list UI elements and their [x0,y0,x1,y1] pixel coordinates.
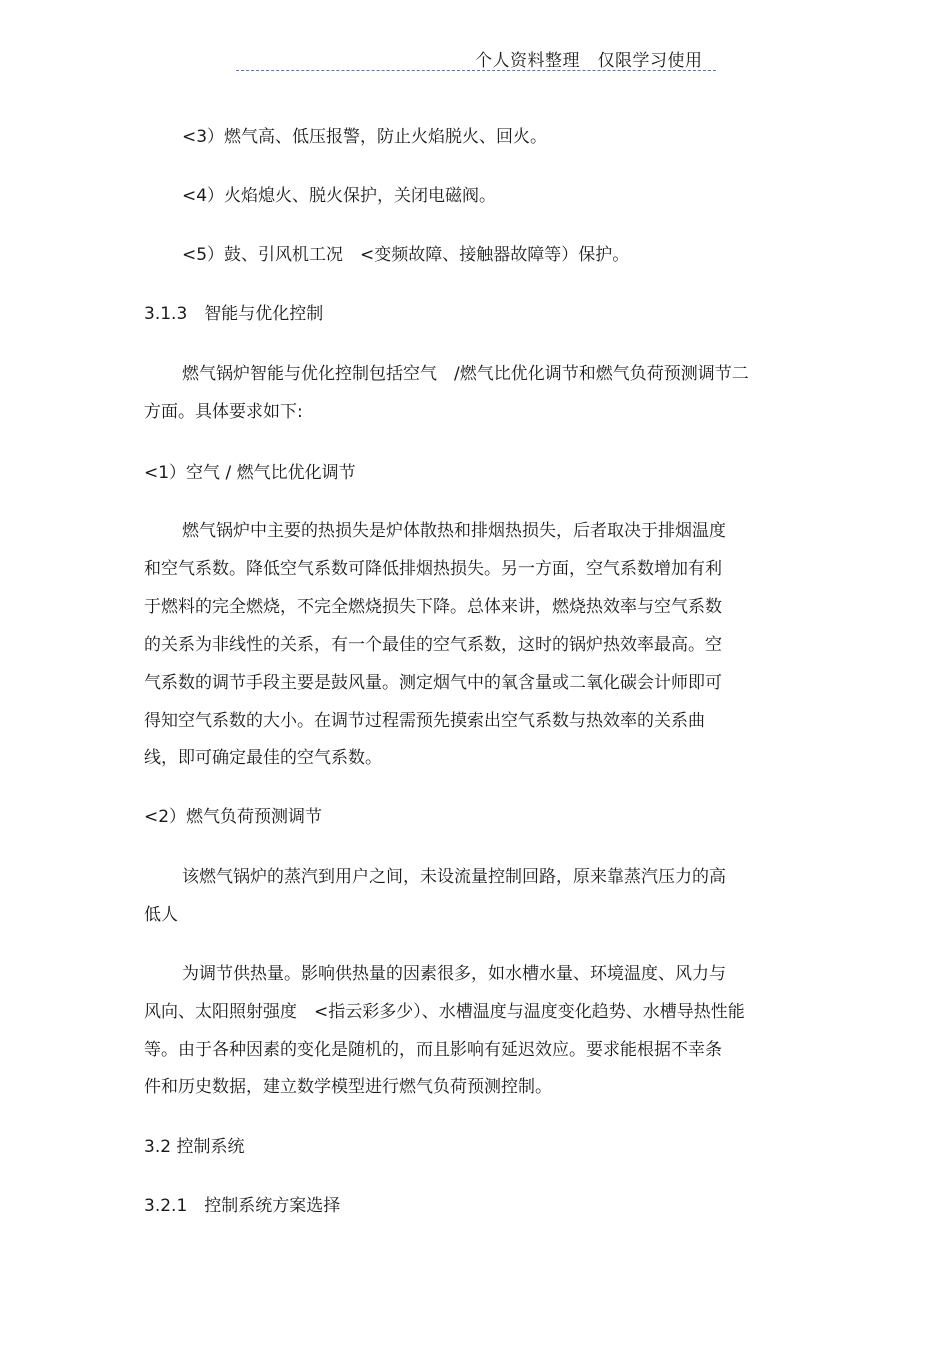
section-heading-3-2-1: 3.2.1 控制系统方案选择 [144,1196,341,1216]
list-item-4: <4）火焰熄火、脱火保护，关闭电磁阀。 [182,186,497,206]
paragraph-line: 线，即可确定最佳的空气系数。 [144,748,382,768]
list-item-3: <3）燃气高、低压报警，防止火焰脱火、回火。 [182,127,548,147]
paragraph-line: 件和历史数据，建立数学模型进行燃气负荷预测控制。 [144,1077,552,1097]
paragraph-line: 燃气锅炉智能与优化控制包括空气 /燃气比优化调节和燃气负荷预测调节二 [182,364,749,384]
header-divider [236,70,716,71]
page-header: 个人资料整理 仅限学习使用 [475,51,703,71]
paragraph-line: 该燃气锅炉的蒸汽到用户之间，未设流量控制回路，原来靠蒸汽压力的高 [182,867,726,887]
paragraph-line: 气系数的调节手段主要是鼓风量。测定烟气中的氧含量或二氧化碳会计师即可 [144,673,722,693]
paragraph-line: 为调节供热量。影响供热量的因素很多，如水槽水量、环境温度、风力与 [182,964,726,984]
subheading-air-gas-ratio: <1）空气 / 燃气比优化调节 [144,463,356,483]
paragraph-line: 风向、太阳照射强度 <指云彩多少）、水槽温度与温度变化趋势、水槽导热性能 [144,1002,745,1022]
paragraph-line: 于燃料的完全燃烧，不完全燃烧损失下降。总体来讲，燃烧热效率与空气系数 [144,597,722,617]
subheading-gas-load-prediction: <2）燃气负荷预测调节 [144,807,323,827]
paragraph-line: 得知空气系数的大小。在调节过程需预先摸索出空气系数与热效率的关系曲 [144,711,705,731]
section-heading-3-1-3: 3.1.3 智能与优化控制 [144,304,324,324]
paragraph-line: 和空气系数。降低空气系数可降低排烟热损失。另一方面，空气系数增加有利 [144,559,722,579]
paragraph-line: 的关系为非线性的关系，有一个最佳的空气系数，这时的锅炉热效率最高。空 [144,635,722,655]
paragraph-line: 燃气锅炉中主要的热损失是炉体散热和排烟热损失，后者取决于排烟温度 [182,521,726,541]
section-heading-3-2: 3.2 控制系统 [144,1137,245,1157]
paragraph-line: 方面。具体要求如下: [144,402,303,422]
paragraph-line: 低人 [144,905,178,925]
paragraph-line: 等。由于各种因素的变化是随机的，而且影响有延迟效应。要求能根据不幸条 [144,1040,722,1060]
list-item-5: <5）鼓、引风机工况 <变频故障、接触器故障等）保护。 [182,245,630,265]
